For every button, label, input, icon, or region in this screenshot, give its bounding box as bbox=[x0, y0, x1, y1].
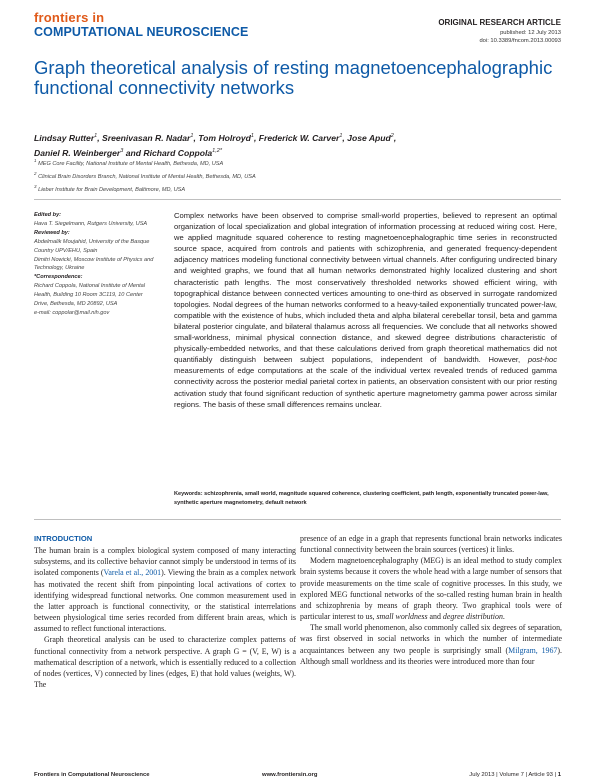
author-sup: 1,2* bbox=[212, 147, 222, 154]
author-separator: , bbox=[253, 132, 259, 143]
body-column-right bbox=[300, 533, 562, 667]
footer-issue-text: July 2013 | Volume 7 | Article 93 | bbox=[469, 772, 557, 778]
author-sup: 3 bbox=[120, 147, 124, 154]
citation-link[interactable]: Varela et al., 2001 bbox=[103, 568, 162, 578]
affiliation-sup: 2 bbox=[34, 171, 37, 177]
abstract-text: Complex networks have been observed to comprise small-world properties, believed to represent an optimal organization of local specialization and global integration of information processing at reduced wiring cost. Here, we applied magnitude squared coherence to resting magnetoencephalographic time series in reconstructed source space, acquired from controls and patients with schizophrenia, and generated frequency-dependent adjacency matrices modeling functional connectivity between virtual channels. After configuring undirected binary and weighted graphs, we found that all human networks demonstrated highly localized clustering and short characteristic path lengths. The most conservatively thresholded networks showed efficient wiring, with topographical distance between connected vertices amounting to one-third as observed in surrogate randomized topologies. Nodal degrees of the human networks conformed to a heavy-tailed exponentially truncated power-law, compatible with the existence of hubs, which included theta and alpha bilateral cerebellar tonsil, beta and gamma bilateral posterior cingulate, and bilateral thalamus across all frequencies. We conclude that all networks showed small-worldness, minimal physical connection distance, and skewed degree distributions characteristic of physically-embedded networks, and that these calculations derived from graph theoretical mathematics did not quantifiably distinguish between subject populations, independent of bandwidth. However, bbox=[174, 211, 557, 365]
affiliation-sup: 3 bbox=[34, 184, 37, 190]
paragraph-text: The human brain is a complex biological system composed of many interacting subsystems, and its collective behavior cannot simply be understood in terms of its isolated components ( bbox=[34, 546, 296, 578]
section-heading: INTRODUCTION bbox=[34, 534, 93, 543]
author-separator: , bbox=[342, 132, 348, 143]
divider bbox=[34, 519, 561, 520]
footer-issue bbox=[469, 772, 561, 778]
author-separator: , bbox=[393, 132, 397, 143]
article-title: Graph theoretical analysis of resting magnetoencephalographic functional connectivity networks bbox=[34, 57, 553, 98]
author-sup: 1 bbox=[190, 133, 194, 139]
reviewer: Abdelmalik Moujahid, University of the Basque Country UPV/EHU, Spain bbox=[34, 238, 150, 254]
affiliations bbox=[34, 156, 554, 195]
reviewed-by-label: Reviewed by: bbox=[34, 229, 70, 236]
keywords-text: schizophrenia, small world, magnitude squared coherence, clustering coefficient, path length, exponentially truncated power-law, synthetic aperture magnetometry, default network bbox=[174, 491, 549, 506]
author-name[interactable]: Lindsay Rutter bbox=[34, 132, 95, 143]
published-date: published: 12 July 2013 bbox=[500, 30, 561, 36]
divider bbox=[34, 199, 561, 200]
editorial-sidebar bbox=[34, 211, 156, 318]
edited-by: Hava T. Siegelmann, Rutgers University, USA bbox=[34, 220, 148, 227]
footer-website[interactable]: www.frontiersin.org bbox=[262, 772, 318, 778]
paragraph-text: Modern magnetoencephalography (MEG) is an ideal method to study complex brain systems because it covers the whole head with a large number of sensors that provide measurements on the time scale of cognitive processes. In this study, we explored MEG functional networks of the so-called resting human brain in health and schizophrenia by means of graph theory. Two graphical tools were of particular interest to us, bbox=[300, 556, 562, 622]
emphasis: degree distribution bbox=[442, 612, 503, 622]
paragraph bbox=[34, 545, 296, 634]
author-separator: , bbox=[97, 132, 103, 143]
correspondence-label: *Correspondence: bbox=[34, 274, 83, 281]
page-number: 1 bbox=[557, 772, 561, 778]
affiliation-item bbox=[34, 169, 554, 182]
correspondence: Richard Coppola, National Institute of Mental Health, Building 10 Room 3C119, 10 Center Drive, Bethesda, MD 20892, USA bbox=[34, 283, 146, 308]
citation-link[interactable]: Milgram, 1967 bbox=[508, 645, 558, 655]
author-name[interactable]: Richard Coppola bbox=[143, 147, 213, 158]
author-sup: 1 bbox=[250, 133, 254, 139]
paragraph-text: ). Viewing the brain as a complex network has motivated the recent shift from pinpointing local activations of cortex to identifying widespread functional networks. One common measurement used in the latter approach is functional connectivity, or the statistical interrelations between physiological time series recorded from different brain areas, which is assumed to reflect functional interactions. bbox=[34, 568, 297, 634]
author-sup: 1 bbox=[94, 133, 98, 139]
author-name[interactable]: Sreenivasan R. Nadar bbox=[102, 132, 191, 143]
paragraph-text: and bbox=[427, 612, 443, 622]
body-column-left bbox=[34, 533, 296, 690]
publication-info bbox=[479, 30, 561, 45]
emphasis: small worldness bbox=[376, 612, 428, 622]
abstract bbox=[174, 210, 557, 410]
paragraph-text: ). Although small worldness and its theories were introduced more than four bbox=[300, 645, 562, 666]
abstract-text: measurements of edge computations at the scale of the individual vertex revealed trends of reduced gamma connectivity across the posterior medial parietal cortex in patients, an observation consistent with our prior resting activation study that found significant reduction of synthetic aperture magnetometry gamma power across similar regions. The basis of these small differences remains unclear. bbox=[174, 366, 557, 409]
correspondence-email[interactable]: e-mail: coppolar@mail.nih.gov bbox=[34, 309, 110, 316]
paragraph: presence of an edge in a graph that represents functional brain networks indicates functional connectivity between the brain sources (vertices) it links. bbox=[300, 534, 562, 555]
article-type: ORIGINAL RESEARCH ARTICLE bbox=[438, 18, 561, 27]
doi: doi: 10.3389/fncom.2013.00093 bbox=[479, 37, 561, 44]
paragraph bbox=[300, 555, 562, 622]
author-separator: , bbox=[193, 132, 199, 143]
journal-logo-top: frontiers in bbox=[34, 10, 105, 25]
affiliation-text: Lieber Institute for Brain Development, Baltimore, MD, USA bbox=[38, 187, 186, 194]
affiliation-sup: 1 bbox=[34, 158, 37, 163]
footer-journal: Frontiers in Computational Neuroscience bbox=[34, 772, 150, 778]
author-name[interactable]: Tom Holroyd bbox=[198, 132, 251, 143]
abstract-emphasis: post-hoc bbox=[527, 355, 557, 365]
journal-logo-name: COMPUTATIONAL NEUROSCIENCE bbox=[34, 25, 249, 39]
author-sup: 2 bbox=[390, 133, 394, 139]
keywords-label: Keywords: bbox=[174, 491, 203, 497]
paragraph: Graph theoretical analysis can be used to characterize complex patterns of functional connectivity from a network perspective. A graph G = (V, E, W) is a mathematical description of a network, which is essentially reduced to a collection of nodes (vertices, V) connected by lines (edges, E) that hold values (weights, W). The bbox=[34, 635, 296, 690]
affiliation-text: MEG Core Facility, National Institute of Mental Health, Bethesda, MD, USA bbox=[38, 160, 224, 167]
reviewer: Dimitri Nowicki, Moscow Institute of Physics and Technology, Ukraine bbox=[34, 256, 154, 272]
keywords bbox=[174, 490, 557, 507]
author-name[interactable]: Frederick W. Carver bbox=[258, 132, 340, 143]
affiliation-text: Clinical Brain Disorders Branch, National Institute of Mental Health, Bethesda, MD, USA bbox=[38, 174, 256, 181]
paragraph-text: The small world phenomenon, also commonly called six degrees of separation, was first observed in social networks in which the number of intermediate acquaintances between any two people is surprisingly small ( bbox=[300, 623, 562, 655]
author-name[interactable]: Daniel R. Weinberger bbox=[34, 147, 121, 158]
affiliation-item bbox=[34, 156, 554, 169]
affiliation-item bbox=[34, 182, 554, 195]
paragraph-text: . bbox=[502, 612, 505, 622]
edited-by-label: Edited by: bbox=[34, 212, 62, 218]
author-separator: and bbox=[123, 147, 144, 158]
author-name[interactable]: Jose Apud bbox=[347, 132, 391, 143]
author-sup: 1 bbox=[339, 133, 343, 139]
paragraph bbox=[300, 622, 562, 667]
